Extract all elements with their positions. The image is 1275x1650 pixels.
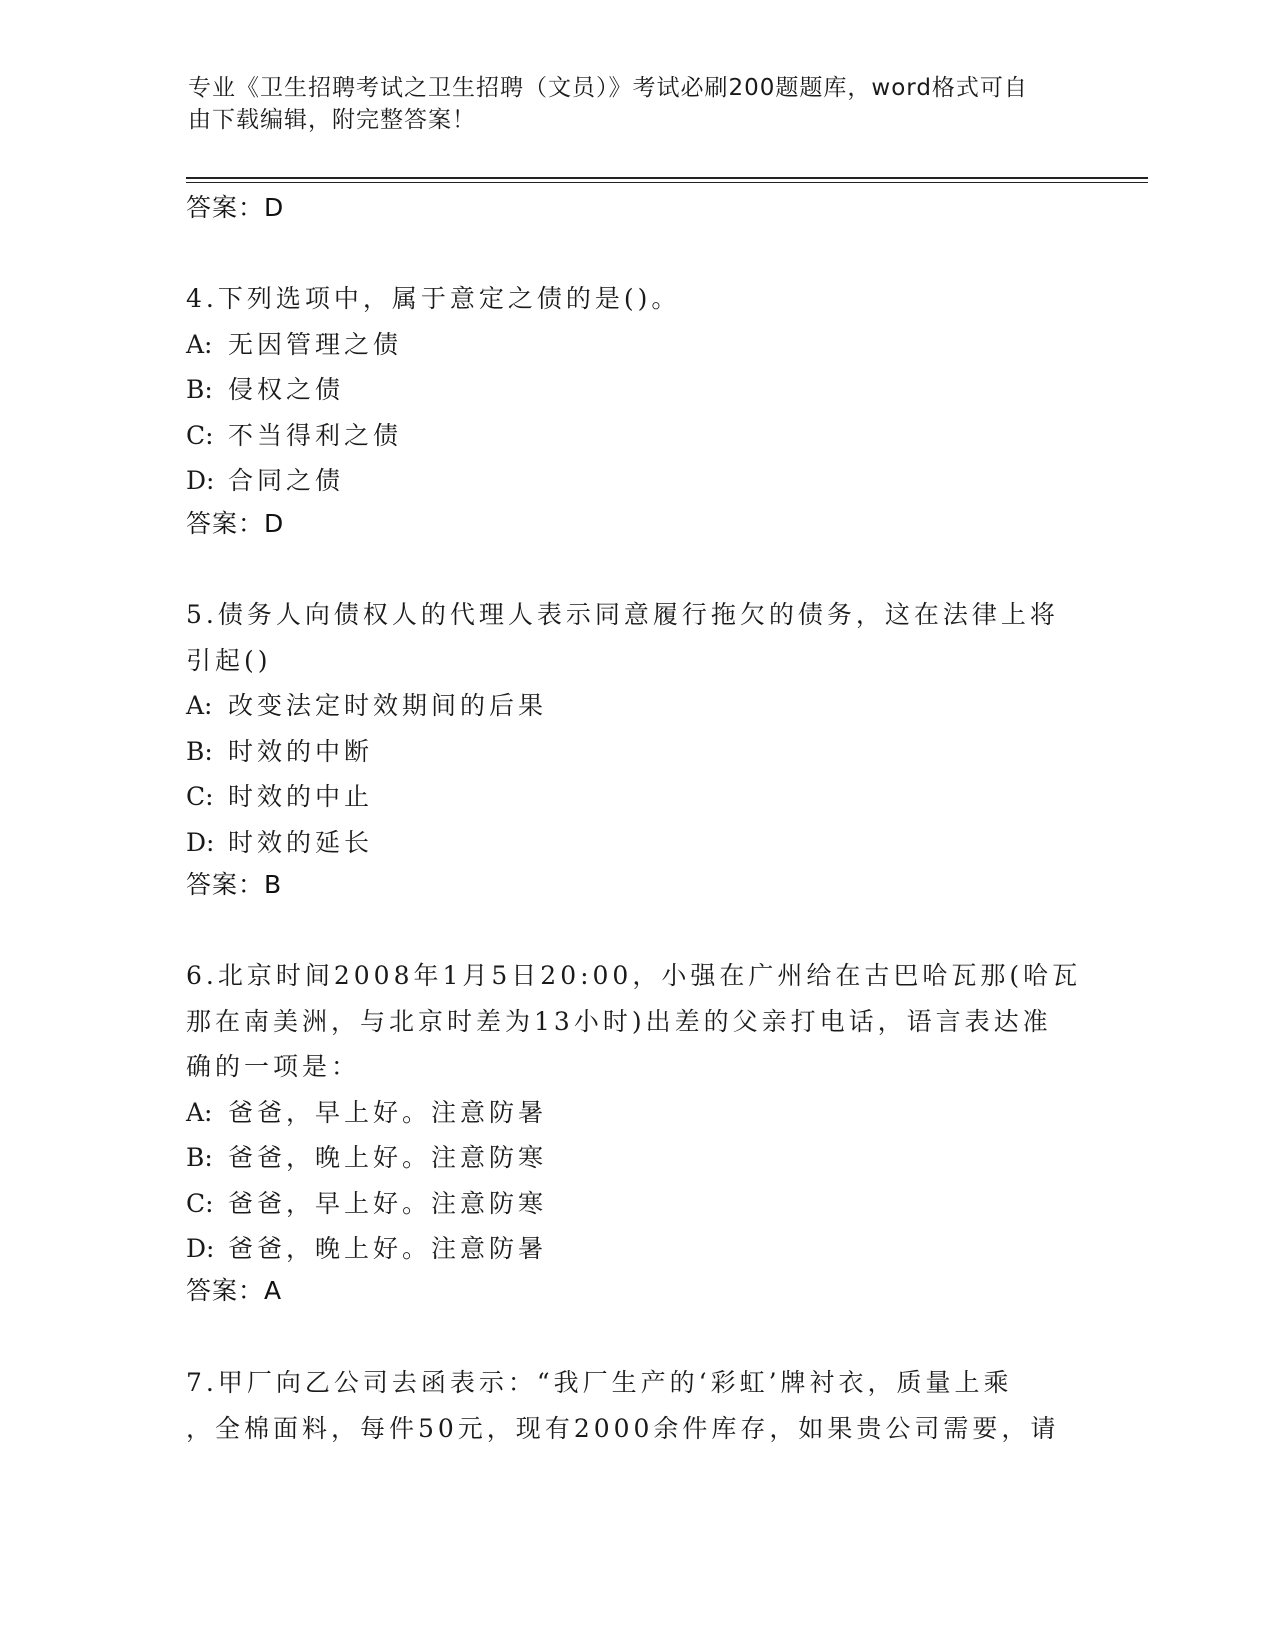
option-text: 时效的延长	[228, 827, 374, 857]
option-letter: B:	[186, 375, 213, 404]
option-text: 不当得利之债	[228, 420, 403, 450]
option-letter: C:	[186, 782, 214, 811]
option-a	[186, 322, 1076, 368]
option-text: 合同之债	[228, 466, 345, 495]
option-d	[186, 458, 1076, 504]
option-text: 改变法定时效期间的后果	[228, 691, 548, 720]
header-line-1: 专业《卫生招聘考试之卫生招聘（文员）》考试必刷200题题库，word格式可自	[188, 75, 1028, 101]
option-c	[186, 774, 1076, 820]
option-d	[186, 1226, 1076, 1272]
option-letter: D:	[186, 466, 215, 495]
option-letter: C:	[186, 420, 214, 450]
question-stem-line: 6.北京时间2008年1月5日20:00，小强在广州给在古巴哈瓦那(哈瓦	[186, 961, 1082, 990]
question-stem-line: 那在南美洲，与北京时差为13小时)出差的父亲打电话，语言表达准	[186, 1006, 1052, 1036]
answer-label-q4: 答案：D	[186, 509, 285, 538]
option-text: 爸爸，早上好。注意防寒	[228, 1188, 548, 1218]
option-b	[186, 729, 1076, 775]
option-text: 爸爸，晚上好。注意防暑	[228, 1234, 548, 1263]
option-text: 爸爸，晚上好。注意防寒	[228, 1143, 548, 1172]
header-divider-thin	[186, 182, 1148, 183]
option-letter: A:	[186, 1097, 213, 1127]
question-stem-line: 引起()	[186, 645, 272, 675]
option-b	[186, 367, 1076, 413]
answer-label-q6: 答案：A	[186, 1276, 283, 1305]
question-stem-line: 7.甲厂向乙公司去函表示：“我厂生产的‘彩虹’牌衬衣，质量上乘	[186, 1368, 1013, 1397]
option-c	[186, 1181, 1076, 1227]
option-letter: B:	[186, 736, 213, 766]
option-letter: B:	[186, 1143, 213, 1172]
option-text: 侵权之债	[228, 375, 345, 404]
option-letter: A:	[186, 329, 213, 359]
question-stem-line: 确的一项是：	[186, 1052, 361, 1081]
question-4	[186, 276, 1076, 504]
option-letter: D:	[186, 827, 215, 857]
option-text: 时效的中止	[228, 782, 374, 811]
option-a	[186, 683, 1076, 729]
question-stem-line: 5.债务人向债权人的代理人表示同意履行拖欠的债务，这在法律上将	[186, 600, 1059, 629]
question-6	[186, 953, 1082, 1272]
question-stem-line: ，全棉面料，每件50元，现有2000余件库存，如果贵公司需要，请	[186, 1413, 1060, 1443]
answer-label-q3: 答案：D	[186, 193, 285, 222]
option-text: 爸爸，早上好。注意防暑	[228, 1097, 548, 1127]
option-letter: D:	[186, 1234, 215, 1263]
question-7	[186, 1360, 1076, 1451]
option-b	[186, 1135, 1076, 1181]
option-text: 时效的中断	[228, 736, 374, 766]
question-5	[186, 592, 1076, 865]
option-text: 无因管理之债	[228, 329, 403, 359]
option-c	[186, 413, 1076, 459]
question-stem-line: 4.下列选项中，属于意定之债的是()。	[186, 284, 681, 313]
option-d	[186, 820, 1076, 866]
option-letter: A:	[186, 691, 213, 720]
document-header	[188, 72, 1068, 136]
header-line-2: 由下载编辑，附完整答案！	[188, 107, 476, 133]
header-divider-thick	[186, 177, 1148, 179]
option-a	[186, 1090, 1076, 1136]
option-letter: C:	[186, 1188, 214, 1218]
answer-label-q5: 答案：B	[186, 870, 283, 899]
